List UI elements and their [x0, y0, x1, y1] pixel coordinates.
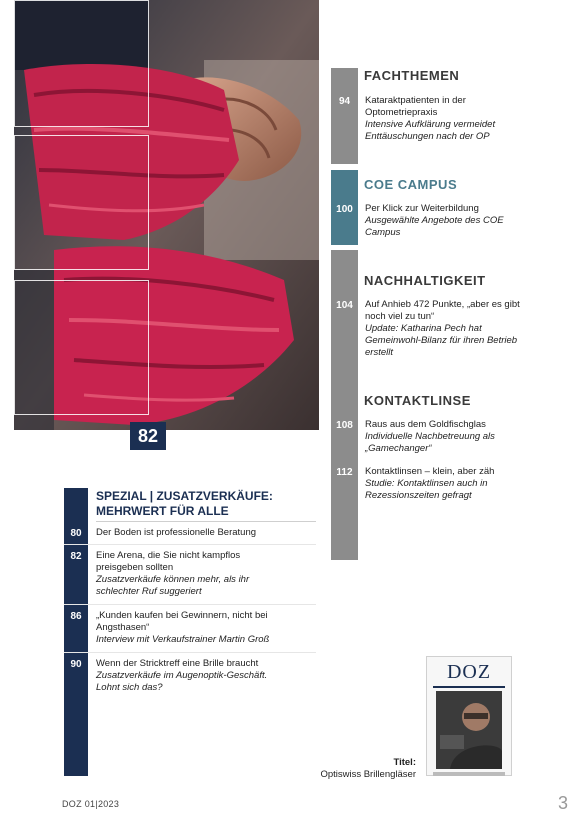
- page-number[interactable]: 80: [70, 528, 82, 539]
- entry-title: Kataraktpatienten in der Optometriepraxis: [365, 95, 466, 118]
- entry-subtitle: Zusatzverkäufe im Augenoptik-Geschäft. Lohnt sich das?: [96, 670, 268, 693]
- entry-title: Wenn der Stricktreff eine Brille braucht: [96, 658, 259, 669]
- toc-entry[interactable]: [365, 203, 540, 239]
- section-title: NACHHALTIGKEIT: [364, 273, 486, 288]
- cover-photo-icon: [436, 691, 502, 769]
- photo-frame: [14, 0, 149, 127]
- entry-title: Kontaktlinsen – klein, aber zäh: [365, 466, 495, 477]
- entry-title: Eine Arena, die Sie nicht kampflos preisgeben sollten: [96, 550, 241, 573]
- photo-frame: [14, 135, 149, 270]
- footer-issue: DOZ 01|2023: [62, 799, 120, 809]
- page-number-footer: 3: [558, 793, 569, 813]
- section-title: COE CAMPUS: [364, 177, 458, 192]
- special-title-line2: MEHRWERT FÜR ALLE: [96, 504, 229, 518]
- page-number[interactable]: 112: [336, 467, 353, 478]
- section-title: KONTAKTLINSE: [364, 393, 471, 408]
- toc-entry[interactable]: [96, 550, 256, 598]
- divider: [96, 521, 316, 522]
- toc-entry[interactable]: [365, 466, 540, 502]
- page-number[interactable]: 86: [70, 611, 82, 622]
- entry-title: Der Boden ist professionelle Beratung: [96, 527, 257, 538]
- entry-title: Per Klick zur Weiterbildung: [365, 203, 479, 214]
- cover-rule: [433, 686, 505, 688]
- entry-title: Auf Anhieb 472 Punkte, „aber es gibt noch viel zu tun“: [365, 299, 520, 322]
- special-title-line1: SPEZIAL | ZUSATZVERKÄUFE:: [96, 489, 273, 503]
- divider: [64, 604, 316, 605]
- toc-entry[interactable]: [96, 527, 316, 539]
- entry-subtitle: Interview mit Verkaufstrainer Martin Groß: [96, 634, 270, 645]
- section-bar-grey-long: [331, 250, 358, 560]
- entry-title: „Kunden kaufen bei Gewinnern, nicht bei Angsthasen“: [96, 610, 268, 633]
- special-title: [96, 489, 273, 519]
- boxing-wraps-photo: [14, 0, 319, 430]
- page-number[interactable]: 82: [70, 551, 82, 562]
- page-number[interactable]: 108: [336, 420, 353, 431]
- photo-frame: [14, 280, 149, 415]
- entry-subtitle: Intensive Aufklärung vermeidet Enttäuschungen nach der OP: [365, 119, 496, 142]
- cover-label: Titel:: [393, 757, 416, 768]
- page-number[interactable]: 94: [338, 96, 351, 107]
- entry-subtitle: Individuelle Nachbetreuung als „Gamechanger“: [365, 431, 495, 454]
- page-number[interactable]: 90: [70, 659, 82, 670]
- divider: [64, 544, 316, 545]
- cover-footer-strip: [433, 772, 505, 776]
- page-number[interactable]: 100: [336, 204, 353, 215]
- entry-title: Raus aus dem Goldfischglas: [365, 419, 486, 430]
- entry-subtitle: Studie: Kontaktlinsen auch in Rezessionszeiten gefragt: [365, 478, 488, 501]
- divider: [64, 652, 316, 653]
- page-number[interactable]: 104: [336, 300, 353, 311]
- cover-logo: DOZ: [446, 661, 492, 683]
- toc-entry[interactable]: [365, 299, 540, 359]
- toc-entry[interactable]: [365, 95, 540, 143]
- entry-subtitle: Ausgewählte Angebote des COE Campus: [365, 215, 504, 238]
- toc-entry[interactable]: [96, 610, 276, 646]
- entry-subtitle: Update: Katharina Pech hat Gemeinwohl-Bilanz für ihren Betrieb erstellt: [365, 323, 518, 358]
- section-title: FACHTHEMEN: [364, 68, 460, 83]
- magazine-cover-thumbnail[interactable]: [426, 656, 512, 776]
- toc-entry[interactable]: [96, 658, 271, 694]
- section-bar-fachthemen: [331, 68, 358, 164]
- photo-page-badge[interactable]: 82: [130, 422, 166, 450]
- cover-caption: Optiswiss Brillengläser: [320, 769, 416, 780]
- entry-subtitle: Zusatzverkäufe können mehr, als ihr schlechter Ruf suggeriert: [96, 574, 250, 597]
- toc-entry[interactable]: [365, 419, 540, 455]
